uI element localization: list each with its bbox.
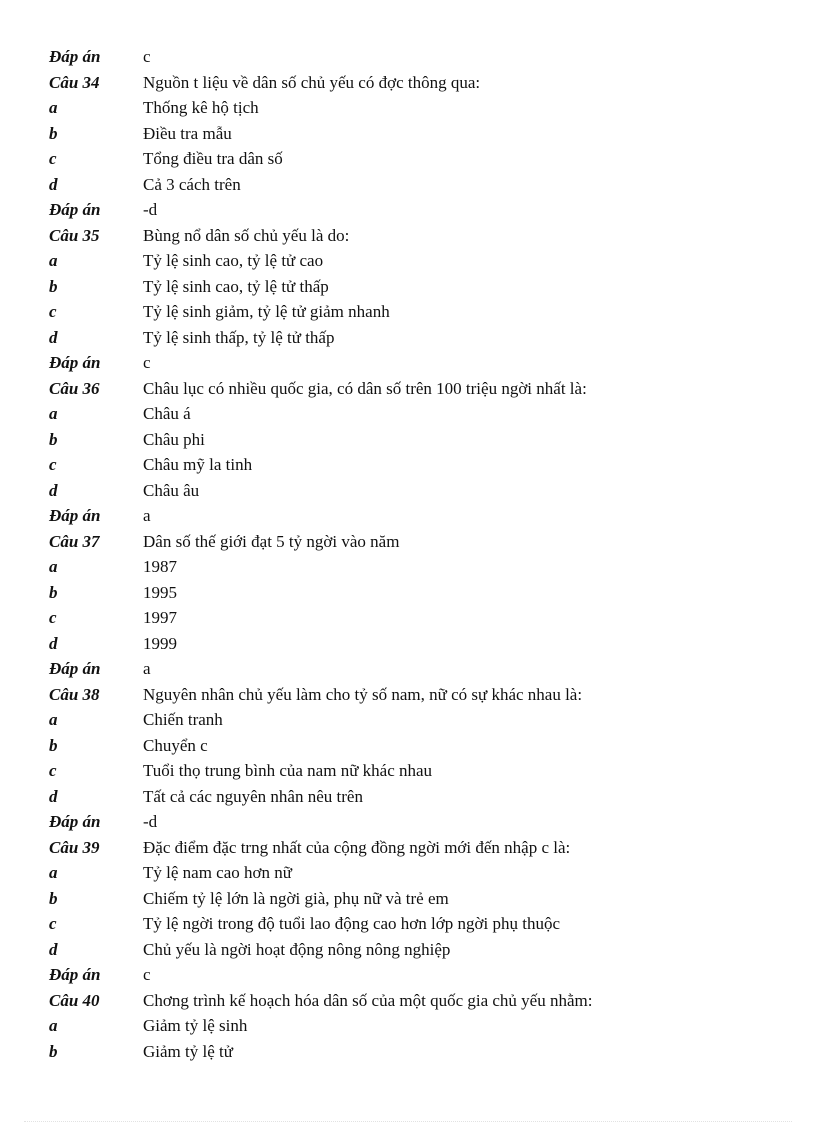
option-text: Châu âu [143,480,200,500]
answer-row [0,197,816,223]
answer-text: c [143,353,151,372]
question-text: Bùng nổ dân số chủ yếu là do: [143,225,350,245]
option-label: d [49,633,58,653]
option-text: Chủ yếu là ngời hoạt động nông nông nghiệp [143,939,451,959]
option-label: a [49,98,58,117]
option-text: Châu á [143,404,191,423]
option-row [0,427,816,453]
option-row [0,95,816,121]
option-text: Tỷ lệ sinh thấp, tỷ lệ tử thấp [143,327,335,347]
option-text: Tỷ lệ sinh cao, tỷ lệ tử thấp [143,276,329,296]
answer-row [0,809,816,835]
question-label: Câu 39 [49,837,100,857]
option-label: a [49,251,58,270]
page-bottom-divider [24,1121,792,1122]
answer-row [0,350,816,376]
answer-text: c [143,47,151,66]
option-row [0,401,816,427]
answer-label: Đáp án [49,812,101,831]
answer-text: -d [143,812,158,831]
option-text: Châu phi [143,429,205,449]
answer-text: a [143,506,151,525]
option-row [0,299,816,325]
option-text: Chuyển c [143,735,208,755]
option-row [0,146,816,172]
option-text: 1997 [143,608,177,627]
option-label: c [49,149,57,168]
option-label: d [49,786,58,806]
question-row [0,988,816,1014]
option-label: b [49,582,58,602]
question-label: Câu 35 [49,225,100,245]
answer-text: a [143,659,151,678]
option-label: c [49,302,57,321]
option-label: a [49,710,58,729]
option-row [0,758,816,784]
option-row [0,274,816,300]
option-text: 1999 [143,633,177,653]
option-text: Chiến tranh [143,710,223,729]
option-row [0,172,816,198]
option-text: Điều tra mẫu [143,123,232,143]
answer-label: Đáp án [49,965,101,984]
question-label: Câu 34 [49,72,100,92]
option-text: Tỷ lệ sinh giảm, tỷ lệ tử giảm nhanh [143,302,390,321]
option-label: c [49,761,57,780]
option-row [0,733,816,759]
option-text: Tuổi thọ trung bình của nam nữ khác nhau [143,761,433,780]
question-label: Câu 37 [49,531,100,551]
question-row [0,682,816,708]
question-text: Nguồn t liệu về dân số chủ yếu có đợc thông qua: [143,72,481,92]
question-label: Câu 38 [49,684,100,704]
question-row [0,529,816,555]
option-text: Tất cả các nguyên nhân nêu trên [143,786,363,806]
option-row [0,478,816,504]
answer-label: Đáp án [49,659,101,678]
question-row [0,835,816,861]
option-label: a [49,404,58,423]
document-body [0,44,816,1064]
option-row [0,452,816,478]
option-text: Tỷ lệ nam cao hơn nữ [143,863,292,882]
option-row [0,911,816,937]
option-label: c [49,455,57,474]
option-row [0,1039,816,1065]
answer-row [0,962,816,988]
option-label: d [49,327,58,347]
question-row [0,223,816,249]
option-label: a [49,863,58,882]
question-text: Châu lục có nhiều quốc gia, có dân số trên 100 triệu ngời nhất là: [143,378,587,398]
option-label: b [49,735,58,755]
question-text: Dân số thế giới đạt 5 tỷ ngời vào năm [143,531,400,551]
option-row [0,784,816,810]
option-row [0,937,816,963]
answer-text: -d [143,200,158,219]
option-text: Thống kê hộ tịch [143,98,259,117]
option-row [0,1013,816,1039]
option-label: c [49,608,57,627]
answer-label: Đáp án [49,200,101,219]
option-text: Tổng điều tra dân số [143,149,283,168]
option-row [0,121,816,147]
option-row [0,605,816,631]
answer-label: Đáp án [49,47,101,66]
option-row [0,248,816,274]
option-row [0,860,816,886]
option-label: a [49,557,58,576]
option-label: b [49,429,58,449]
option-label: d [49,480,58,500]
option-text: Chiếm tỷ lệ lớn là ngời già, phụ nữ và trẻ em [143,888,449,908]
option-label: b [49,888,58,908]
option-row [0,631,816,657]
option-label: c [49,914,57,933]
option-row [0,554,816,580]
question-row [0,70,816,96]
option-label: b [49,1041,58,1061]
answer-row [0,44,816,70]
answer-label: Đáp án [49,353,101,372]
option-label: a [49,1016,58,1035]
question-label: Câu 36 [49,378,100,398]
option-row [0,886,816,912]
answer-label: Đáp án [49,506,101,525]
option-label: b [49,123,58,143]
option-row [0,580,816,606]
question-label: Câu 40 [49,990,100,1010]
question-row [0,376,816,402]
option-text: 1995 [143,582,177,602]
question-text: Chơng trình kế hoạch hóa dân số của một quốc gia chủ yếu nhằm: [143,990,593,1010]
option-text: Giảm tỷ lệ sinh [143,1016,248,1035]
option-row [0,325,816,351]
option-text: Cả 3 cách trên [143,174,241,194]
option-row [0,707,816,733]
answer-row [0,503,816,529]
option-text: Châu mỹ la tinh [143,455,253,474]
question-text: Đặc điểm đặc trng nhất của cộng đồng ngời mới đến nhập c là: [143,837,571,857]
option-text: 1987 [143,557,177,576]
answer-row [0,656,816,682]
option-text: Giảm tỷ lệ tử [143,1041,233,1061]
option-text: Tỷ lệ ngời trong độ tuổi lao động cao hơn lớp ngời phụ thuộc [143,914,560,933]
option-label: d [49,174,58,194]
option-label: b [49,276,58,296]
answer-text: c [143,965,151,984]
question-text: Nguyên nhân chủ yếu làm cho tỷ số nam, nữ có sự khác nhau là: [143,684,583,704]
option-label: d [49,939,58,959]
option-text: Tỷ lệ sinh cao, tỷ lệ tử cao [143,251,324,270]
